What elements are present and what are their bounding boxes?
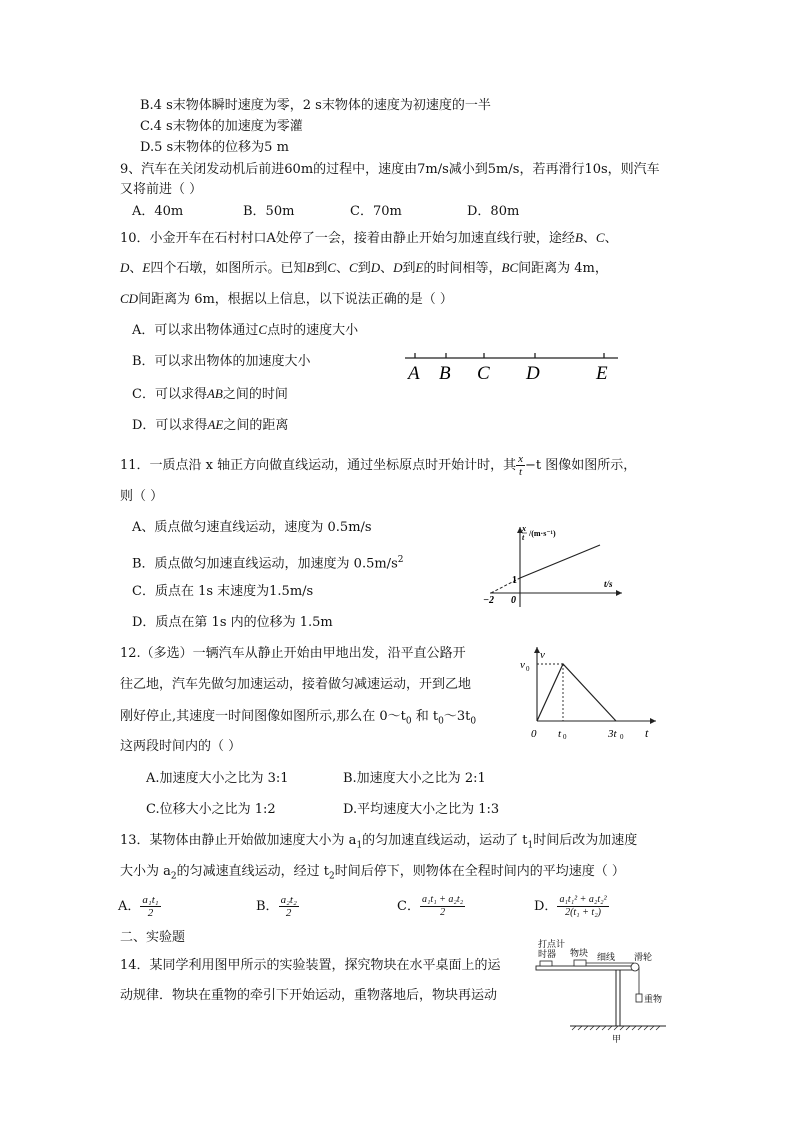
table-top	[536, 966, 636, 970]
rope-label: 细线	[597, 952, 616, 962]
q12-stem-line2: 往乙地，汽车先做匀加速运动，接着做匀减速运动，开到乙地	[120, 677, 472, 692]
q10-option-a: A．可以求出物体通过C点时的速度大小	[132, 322, 359, 338]
svg-text:0: 0	[620, 733, 624, 741]
point-e-label: E	[596, 363, 608, 384]
graph-v-axis-label: v	[540, 649, 545, 661]
q11-option-c: C．质点在 1s 末速度为1.5m/s	[132, 584, 314, 599]
q12-option-a: A.加速度大小之比为 3:1	[146, 771, 289, 786]
weight-box	[636, 994, 642, 1002]
section-title-experiment: 二、实验题	[120, 930, 186, 945]
q8-option-d: D.5 s末物体的位移为5 m	[140, 140, 289, 155]
graph-t0-label	[558, 728, 567, 741]
figure-caption: 甲	[612, 1034, 622, 1044]
q10-option-d: D．可以求得AE之间的距离	[132, 417, 289, 433]
svg-text:打点计: 打点计	[538, 939, 566, 949]
q13-option-d: D． $\frac{\text{a₁t₁² + a₂t₂²}}{\text{2(t₁ + t₂)}}$	[534, 894, 607, 918]
graph-intercept-label: 1	[512, 575, 517, 586]
svg-text:0: 0	[526, 665, 530, 673]
graph-v0-label	[520, 659, 530, 673]
q11-option-d: D．质点在第 1s 内的位移为 1.5m	[132, 615, 333, 630]
graph-neg-label: −2	[483, 595, 495, 606]
graph-3t0-label	[607, 728, 624, 741]
q10-stone-diagram	[400, 346, 625, 384]
pulley-label: 滑轮	[634, 952, 653, 962]
block-label: 物块	[570, 948, 589, 958]
q14-apparatus-figure	[530, 938, 680, 1046]
q14-stem-line2: 动规律．物块在重物的牵引下开始运动，重物落地后，物块再运动	[120, 988, 498, 1003]
q12-stem-line3: 刚好停止,其速度一时间图像如图所示,那么在 $0\sim t_0$ 和 $t_0\sim 3t_0$	[120, 709, 477, 727]
q13-stem-line2: 大小为 $a_2$的匀减速直线运动，经过 $t_2$时间后停下，则物体在全程时间内的平均速度（ ）	[120, 864, 625, 882]
q9-option-d: D．80m	[467, 204, 520, 219]
svg-text:/(m·s⁻¹): /(m·s⁻¹)	[529, 529, 556, 538]
q12-option-d: D.平均速度大小之比为 1:3	[343, 802, 500, 817]
graph-origin-label: 0	[531, 728, 537, 740]
point-b-label: B	[439, 363, 451, 384]
x-over-t-fraction: $\frac{x}{t}$	[518, 453, 524, 478]
svg-text:时器: 时器	[538, 949, 557, 959]
block-box	[574, 960, 586, 966]
q13-option-a: A． $\frac{\text{a₁t₁}}{2}$	[118, 894, 159, 919]
point-c-label: C	[477, 363, 490, 384]
q9-stem-line2: 又将前进（ ）	[120, 182, 203, 197]
q10-stem-line3: CD间距离为 6m，根据以上信息，以下说法正确的是（ ）	[120, 291, 453, 307]
point-a-label: A	[408, 363, 420, 384]
q12-option-c: C.位移大小之比为 1:2	[146, 802, 276, 817]
timer-label	[538, 938, 565, 959]
q11-option-b: B．质点做匀加速直线运动，加速度为 $0.5m/s^2$	[132, 555, 404, 572]
q12-option-b: B.加速度大小之比为 2:1	[343, 771, 486, 786]
q11-stem-line1: 11．一质点沿 x 轴正方向做直线运动，通过坐标原点时开始计时，其 $\frac{x}{t}$ −t 图像如图所示，	[120, 453, 637, 478]
q12-stem-line1: 12.（多选）一辆汽车从静止开始由甲地出发，沿平直公路开	[120, 646, 466, 661]
q10-option-c: C．可以求得AB之间的时间	[132, 386, 288, 402]
q12-velocity-time-graph	[513, 643, 663, 741]
q13-stem-line1: 13．某物体由静止开始做加速度大小为 $a_1$的匀加速直线运动，运动了 $t_1$时间后改为加速度	[120, 833, 638, 851]
q11-option-a: A、质点做匀速直线运动，速度为 0.5m/s	[132, 520, 372, 535]
q11-stem-line2: 则（ ）	[120, 489, 164, 504]
graph-y-axis-label	[521, 524, 556, 542]
q11-x-over-t-graph	[478, 523, 628, 609]
q14-stem-line1: 14．某同学利用图甲所示的实验装置，探究物块在水平桌面上的运	[120, 958, 501, 973]
pulley-icon	[631, 963, 639, 971]
svg-text:0: 0	[563, 733, 567, 741]
q9-option-a: A．40m	[132, 204, 184, 219]
weight-label: 重物	[644, 994, 663, 1004]
graph-t-axis-label: t	[645, 726, 649, 740]
q10-stem-line2: D、E四个石墩，如图所示。已知B到C、C到D、D到E的时间相等，BC间距离为 4m，	[120, 260, 608, 276]
q8-option-c: C.4 s末物体的加速度为零灌	[140, 119, 303, 134]
svg-text:t: t	[558, 728, 562, 740]
q9-option-b: B．50m	[243, 204, 295, 219]
q10-option-b: B．可以求出物体的加速度大小	[132, 354, 311, 369]
q13-option-b: B． $\frac{\text{a₂t₂}}{2}$	[256, 894, 297, 919]
q9-option-c: C．70m	[350, 204, 402, 219]
svg-text:v: v	[520, 659, 525, 671]
q13-option-c: C． $\frac{\text{a₁t₁ + a₂t₂}}{2}$	[397, 894, 464, 918]
timer-box	[540, 961, 552, 966]
svg-text:x: x	[522, 524, 526, 533]
q9-stem-line1: 9、汽车在关闭发动机后前进60m的过程中，速度由7m/s减小到5m/s，若再滑行10s，则汽车	[120, 162, 660, 177]
svg-text:3t: 3t	[608, 728, 617, 740]
q8-option-b: B.4 s末物体瞬时速度为零，2 s末物体的速度为初速度的一半	[140, 98, 491, 113]
q10-stem-line1: 10．小金开车在石村村口A处停了一会，接着由静止开始匀加速直线行驶，途经B、C、	[120, 230, 618, 246]
svg-text:t: t	[522, 533, 525, 542]
graph-origin-label: 0	[511, 595, 516, 606]
q12-stem-line4: 这两段时间内的（ ）	[120, 739, 242, 754]
point-d-label: D	[526, 363, 540, 384]
graph-x-axis-label: t/s	[604, 579, 613, 589]
